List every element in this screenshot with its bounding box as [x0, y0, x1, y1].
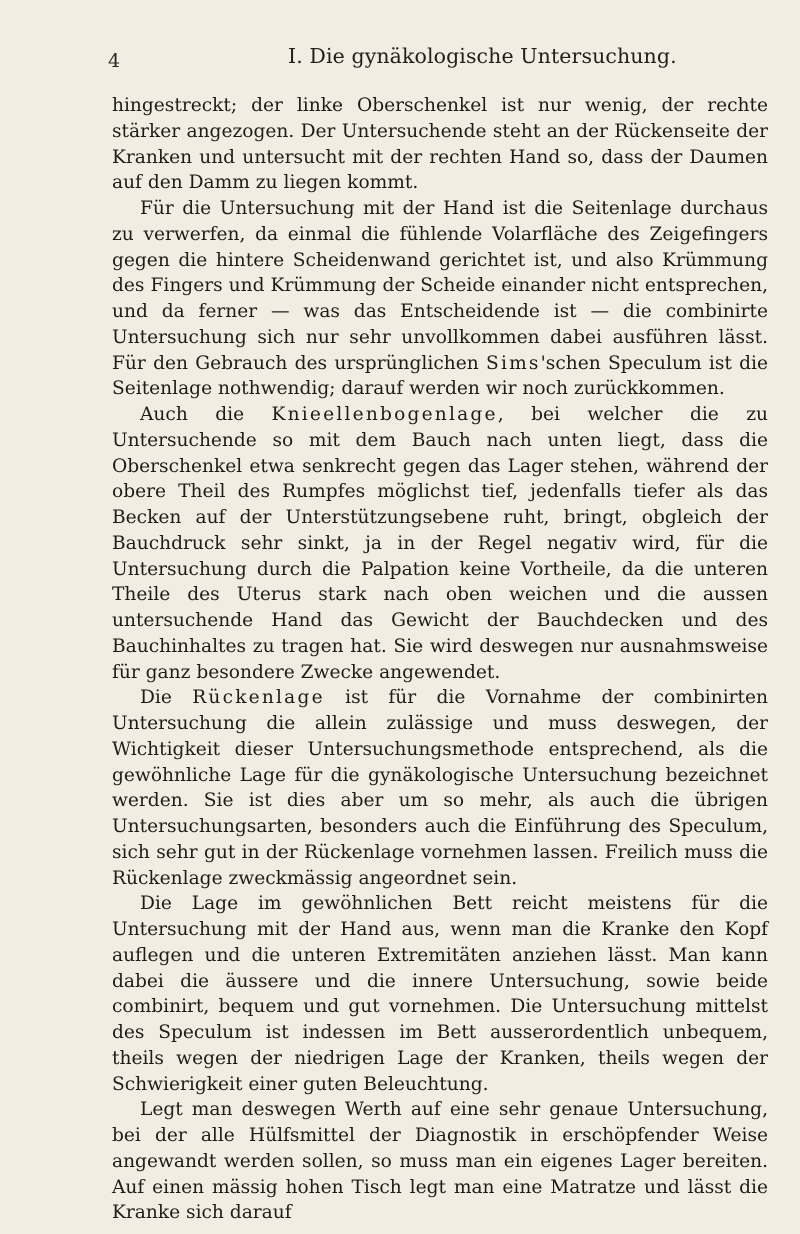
paragraph-4: [112, 685, 768, 891]
paragraph-2: [112, 196, 768, 402]
page-number: 4: [108, 50, 121, 72]
spaced-term-rueckenlage: Rückenlage: [192, 687, 325, 709]
paragraph-5: Die Lage im gewöhnlichen Bett reicht meistens für die Untersuchung mit der Hand aus, wenn man die Kranke den Kopf auflegen und die unteren Extremitäten anziehen lässt. Man kann dabei die äussere und die innere Untersuchung, sowie beide combinirt, bequem und gut vornehmen. Die Untersuchung mittelst des Speculum ist indessen im Bett ausserordentlich unbequem, theils wegen der niedrigen Lage der Kranken, theils wegen der Schwierigkeit einer guten Beleuchtung.: [112, 893, 768, 1095]
paragraph-3-text: , bei welcher die zu Untersuchende so mit dem Bauch nach unten liegt, dass die Oberschenkel etwa senkrecht gegen das Lager stehen, während der obere Theil des Rumpfes möglichst tief, jedenfalls tiefer als das Becken auf der Unterstützungsebene ruht, bringt, obgleich der Bauchdruck sehr sinkt, ja in der Regel negativ wird, für die Untersuchung durch die Palpation keine Vortheile, da die unteren Theile des Uterus stark nach oben weichen und die aussen untersuchende Hand das Gewicht der Bauchdecken und des Bauchinhaltes zu tragen hat. Sie wird deswegen nur ausnahmsweise für ganz besondere Zwecke angewendet.: [112, 404, 768, 683]
spaced-term-knieellenbogenlage: Knieellenbogenlage: [271, 404, 498, 425]
paragraph-1: hingestreckt; der linke Oberschenkel ist nur wenig, der rechte stärker angezogen. Der Untersuchende steht an der Rückenseite der Kranken und untersucht mit der rechten Hand so, dass der Daumen auf den Damm zu liegen kommt.: [112, 95, 768, 194]
paragraph-3-lead: Auch die: [140, 404, 272, 425]
paragraph-2-continuation: 'schen Speculum ist die Seitenlage nothwendig; darauf werden wir noch zurückkommen.: [112, 352, 768, 400]
paragraph-4-lead: Die: [140, 687, 193, 709]
running-header: [108, 44, 768, 74]
paragraph-2-text: Für die Untersuchung mit der Hand ist die Seitenlage durchaus zu verwerfen, da einmal die fühlende Volarfläche des Zeigefingers gegen die hintere Scheidenwand gerichtet ist, und also Krümmung des Fingers und Krümmung der Scheide einander nicht entsprechen, und da ferner — was das Entscheidende ist — die combinirte Untersuchung sich nur sehr unvollkommen dabei ausführen lässt. Für den Gebrauch des ursprünglichen: [112, 198, 768, 374]
chapter-title: I. Die gynäkologische Untersuchung.: [288, 44, 677, 68]
body-text: [112, 93, 768, 1226]
spaced-name-sims: Sims: [486, 352, 541, 374]
paragraph-6: Legt man deswegen Werth auf eine sehr genaue Untersuchung, bei der alle Hülfsmittel der Diagnostik in erschöpfender Weise angewandt werden sollen, so muss man ein eigenes Lager bereiten. Auf einen mässig hohen Tisch legt man eine Matratze und lässt die Kranke sich darauf: [112, 1099, 768, 1224]
paragraph-3: [112, 402, 768, 685]
paragraph-4-text: ist für die Vornahme der combinirten Untersuchung die allein zulässige und muss deswegen, der Wichtigkeit dieser Untersuchungsmethode entsprechend, als die gewöhnliche Lage für die gynäkologische Untersuchung bezeichnet werden. Sie ist dies aber um so mehr, als auch die übrigen Untersuchungsarten, besonders auch die Einführung des Speculum, sich sehr gut in der Rückenlage vornehmen lassen. Freilich muss die Rückenlage zweckmässig angeordnet sein.: [112, 687, 768, 889]
